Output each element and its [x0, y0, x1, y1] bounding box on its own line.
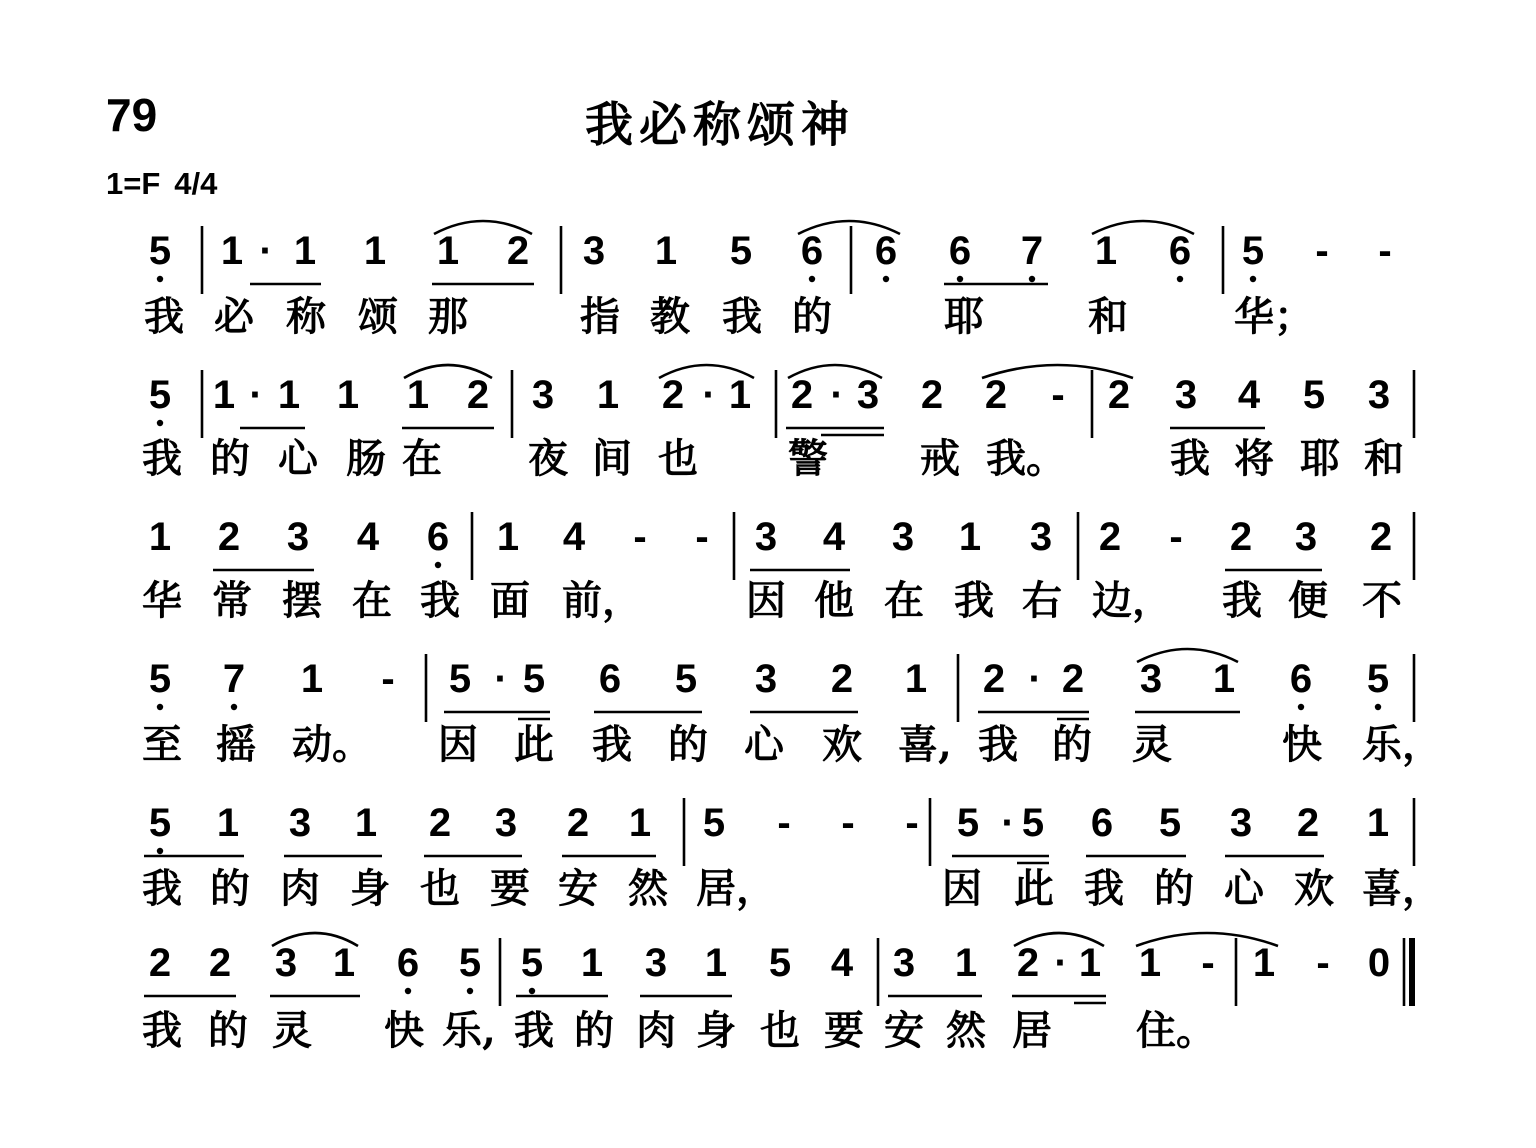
lyric-char: 灵 — [1132, 721, 1172, 768]
lyric-char: 我 — [1170, 435, 1210, 482]
dash-note: - — [633, 515, 647, 559]
note: 4 — [356, 515, 380, 559]
low-octave-dot — [157, 420, 163, 426]
dash-note: - — [841, 801, 855, 845]
lyric-char: 居 — [1012, 1007, 1052, 1054]
note: 1 — [293, 229, 317, 273]
note: 3 — [891, 515, 915, 559]
note: 2 — [208, 941, 232, 985]
note: 5 — [1241, 229, 1265, 273]
note: 2 — [1098, 515, 1122, 559]
lyric-char: 安 — [558, 865, 598, 912]
note: 2 — [1229, 515, 1253, 559]
lyric-char: 我 — [142, 435, 182, 482]
lyric-char: 然 — [946, 1007, 986, 1054]
note: 5 — [520, 941, 544, 985]
dash-note: - — [695, 515, 709, 559]
lyric-char: 边， — [1092, 577, 1172, 624]
lyric-char: 灵 — [272, 1007, 312, 1054]
note: 1 — [654, 229, 678, 273]
lyric-char: 居， — [696, 865, 776, 912]
note: 2 — [1061, 657, 1085, 701]
low-octave-dot — [157, 704, 163, 710]
note: 2 — [1016, 941, 1040, 985]
note: 5 — [1366, 657, 1390, 701]
note: 1 — [363, 229, 387, 273]
lyric-char: 快 — [384, 1007, 424, 1054]
lyric-char: 身 — [696, 1007, 736, 1054]
note: 3 — [1367, 373, 1391, 417]
lyric-char: 摆 — [282, 577, 322, 624]
lyric-char: 也 — [760, 1007, 800, 1054]
note: 5 — [148, 373, 172, 417]
note: 2 — [661, 373, 685, 417]
lyric-char: 夜 — [528, 435, 568, 482]
lyric-char: 乐， — [1362, 721, 1442, 768]
lyric-char: 的 — [1154, 865, 1194, 912]
note: 3 — [892, 941, 916, 985]
lyric-char: 也 — [420, 865, 460, 912]
note: 2 — [466, 373, 490, 417]
dash-note: - — [1201, 941, 1215, 985]
low-octave-dot — [1250, 276, 1256, 282]
lyric-char: 必 — [214, 293, 254, 340]
note: 5 — [729, 229, 753, 273]
note: 3 — [856, 373, 880, 417]
lyric-char: 欢 — [822, 721, 862, 768]
lyric-char: 面 — [490, 577, 530, 624]
note: 1 — [728, 373, 752, 417]
note: 7 — [1020, 229, 1044, 273]
lyric-char: 喜, — [898, 721, 952, 768]
note: 6 — [874, 229, 898, 273]
lyric-char: 的 — [668, 721, 708, 768]
lyric-char: 我 — [978, 721, 1018, 768]
lyric-char: 喜， — [1362, 865, 1442, 912]
dot-mark: · — [1054, 941, 1068, 985]
lyric-char: 我 — [142, 1007, 182, 1054]
note: 1 — [220, 229, 244, 273]
lyric-char: 的 — [1052, 721, 1092, 768]
lyric-char: 的 — [208, 1007, 248, 1054]
note: 3 — [1294, 515, 1318, 559]
lyric-char: 要 — [824, 1007, 864, 1054]
note: 3 — [754, 657, 778, 701]
lyric-char: 他 — [814, 577, 854, 624]
note: 4 — [562, 515, 586, 559]
lyric-char: 的 — [792, 293, 832, 340]
lyric-char: 我 — [1084, 865, 1124, 912]
lyric-char: 欢 — [1294, 865, 1334, 912]
dot-mark: · — [494, 657, 508, 701]
note: 1 — [596, 373, 620, 417]
lyric-char: 我 — [420, 577, 460, 624]
dot-mark: · — [830, 373, 844, 417]
note: 3 — [582, 229, 606, 273]
lyric-char: 乐, — [442, 1007, 496, 1054]
note: 2 — [217, 515, 241, 559]
note: 1 — [212, 373, 236, 417]
lyric-char: 至 — [142, 721, 182, 768]
note: 5 — [148, 229, 172, 273]
note: 1 — [148, 515, 172, 559]
low-octave-dot — [157, 276, 163, 282]
note: 3 — [1174, 373, 1198, 417]
note: 2 — [984, 373, 1008, 417]
note: 3 — [1139, 657, 1163, 701]
low-octave-dot — [405, 988, 411, 994]
dash-note: - — [1378, 229, 1392, 273]
note: 6 — [598, 657, 622, 701]
lyric-char: 动。 — [292, 721, 372, 768]
note: 1 — [580, 941, 604, 985]
lyric-char: 右 — [1022, 577, 1062, 624]
low-octave-dot — [1298, 704, 1304, 710]
hymn-number: 79 — [106, 89, 158, 141]
lyric-char: 便 — [1288, 577, 1328, 624]
lyric-char: 心 — [278, 435, 318, 482]
lyric-char: 肠 — [346, 435, 386, 482]
lyric-char: 间 — [592, 435, 632, 482]
lyric-char: 我 — [142, 865, 182, 912]
dot-mark: · — [702, 373, 716, 417]
low-octave-dot — [1375, 704, 1381, 710]
dot-mark: · — [249, 373, 263, 417]
key-text: 1=F — [106, 166, 161, 201]
note: 1 — [300, 657, 324, 701]
note: 5 — [702, 801, 726, 845]
note: 2 — [428, 801, 452, 845]
note: 3 — [274, 941, 298, 985]
lyric-char: 华； — [1234, 293, 1314, 340]
lyric-char: 我 — [954, 577, 994, 624]
low-octave-dot — [809, 276, 815, 282]
lyric-char: 戒 — [920, 435, 960, 482]
dash-note: - — [905, 801, 919, 845]
note: 2 — [148, 941, 172, 985]
lyric-char: 警 — [788, 435, 828, 482]
note: 1 — [1252, 941, 1276, 985]
note: 6 — [396, 941, 420, 985]
low-octave-dot — [231, 704, 237, 710]
lyric-char: 和 — [1088, 293, 1128, 340]
dash-note: - — [1051, 373, 1065, 417]
dash-note: - — [777, 801, 791, 845]
note: 5 — [1021, 801, 1045, 845]
note: 3 — [644, 941, 668, 985]
lyric-char: 住。 — [1136, 1007, 1216, 1054]
lyric-char: 和 — [1364, 435, 1404, 482]
note: 5 — [522, 657, 546, 701]
note: 2 — [566, 801, 590, 845]
lyric-char: 称 — [286, 293, 326, 340]
lyric-char: 指 — [580, 293, 620, 340]
lyric-char: 快 — [1282, 721, 1322, 768]
note: 1 — [1138, 941, 1162, 985]
note: 1 — [904, 657, 928, 701]
lyric-char: 那 — [428, 293, 468, 340]
low-octave-dot — [1029, 276, 1035, 282]
note: 1 — [704, 941, 728, 985]
note: 5 — [768, 941, 792, 985]
lyric-char: 在 — [352, 577, 392, 624]
note: 1 — [954, 941, 978, 985]
lyric-char: 此 — [1014, 865, 1054, 912]
low-octave-dot — [435, 562, 441, 568]
lyric-char: 身 — [350, 865, 390, 912]
lyric-char: 此 — [514, 721, 554, 768]
note: 2 — [790, 373, 814, 417]
lyric-char: 因 — [746, 577, 786, 624]
note: 5 — [148, 657, 172, 701]
lyric-char: 的 — [210, 435, 250, 482]
note: 5 — [1158, 801, 1182, 845]
note: 0 — [1367, 941, 1391, 985]
lyric-char: 我 — [144, 293, 184, 340]
lyric-char: 的 — [210, 865, 250, 912]
note: 2 — [506, 229, 530, 273]
dot-mark: · — [259, 229, 273, 273]
note: 4 — [1237, 373, 1261, 417]
note: 5 — [458, 941, 482, 985]
low-octave-dot — [157, 848, 163, 854]
note: 2 — [1296, 801, 1320, 845]
note: 6 — [948, 229, 972, 273]
note: 3 — [494, 801, 518, 845]
note: 1 — [1212, 657, 1236, 701]
lyric-char: 耶 — [944, 293, 984, 340]
note: 1 — [1078, 941, 1102, 985]
note: 1 — [1366, 801, 1390, 845]
dot-mark: · — [1028, 657, 1042, 701]
lyric-char: 耶 — [1300, 435, 1340, 482]
lyric-char: 也 — [658, 435, 698, 482]
dot-mark: · — [1001, 801, 1015, 845]
lyric-char: 肉 — [280, 865, 320, 912]
low-octave-dot — [883, 276, 889, 282]
lyric-char: 然 — [628, 865, 668, 912]
note: 5 — [674, 657, 698, 701]
note: 1 — [406, 373, 430, 417]
note: 3 — [1229, 801, 1253, 845]
lyric-char: 因 — [942, 865, 982, 912]
low-octave-dot — [957, 276, 963, 282]
note: 1 — [496, 515, 520, 559]
lyric-char: 我 — [722, 293, 762, 340]
lyric-char: 我 — [514, 1007, 554, 1054]
note: 2 — [1107, 373, 1131, 417]
lyric-char: 因 — [438, 721, 478, 768]
lyric-char: 不 — [1362, 577, 1402, 624]
lyric-char: 肉 — [636, 1007, 676, 1054]
lyric-char: 心 — [1224, 865, 1264, 912]
lyric-char: 颂 — [358, 293, 398, 340]
lyric-char: 在 — [402, 435, 442, 482]
note: 3 — [754, 515, 778, 559]
dash-note: - — [381, 657, 395, 701]
note: 1 — [1094, 229, 1118, 273]
note: 1 — [216, 801, 240, 845]
note: 5 — [956, 801, 980, 845]
lyric-char: 我 — [1222, 577, 1262, 624]
time-signature: 4/4 — [174, 166, 218, 201]
low-octave-dot — [1177, 276, 1183, 282]
low-octave-dot — [467, 988, 473, 994]
lyric-char: 我。 — [986, 435, 1066, 482]
note: 5 — [148, 801, 172, 845]
note: 3 — [288, 801, 312, 845]
note: 6 — [800, 229, 824, 273]
note: 5 — [1302, 373, 1326, 417]
note: 7 — [222, 657, 246, 701]
lyric-char: 将 — [1234, 435, 1274, 482]
lyric-char: 前， — [562, 577, 642, 624]
lyric-char: 常 — [212, 577, 252, 624]
note: 1 — [354, 801, 378, 845]
dash-note: - — [1316, 941, 1330, 985]
note: 5 — [448, 657, 472, 701]
dash-note: - — [1169, 515, 1183, 559]
lyric-char: 我 — [592, 721, 632, 768]
lyric-char: 华 — [142, 577, 182, 624]
note: 6 — [426, 515, 450, 559]
note: 2 — [1369, 515, 1393, 559]
note: 6 — [1289, 657, 1313, 701]
note: 2 — [982, 657, 1006, 701]
dash-note: - — [1315, 229, 1329, 273]
lyric-char: 安 — [884, 1007, 924, 1054]
low-octave-dot — [529, 988, 535, 994]
lyric-char: 要 — [490, 865, 530, 912]
lyric-char: 的 — [574, 1007, 614, 1054]
hymn-title: 我必称颂神 — [585, 97, 856, 153]
note: 3 — [531, 373, 555, 417]
note: 6 — [1090, 801, 1114, 845]
note: 1 — [958, 515, 982, 559]
lyric-char: 教 — [650, 293, 690, 340]
note: 4 — [830, 941, 854, 985]
note: 6 — [1168, 229, 1192, 273]
note: 3 — [1029, 515, 1053, 559]
note: 1 — [277, 373, 301, 417]
note: 2 — [920, 373, 944, 417]
note: 3 — [286, 515, 310, 559]
note: 1 — [628, 801, 652, 845]
note: 2 — [830, 657, 854, 701]
note: 1 — [332, 941, 356, 985]
lyric-char: 在 — [884, 577, 924, 624]
note: 4 — [822, 515, 846, 559]
lyric-char: 心 — [744, 721, 784, 768]
note: 1 — [336, 373, 360, 417]
lyric-char: 摇 — [216, 721, 256, 768]
note: 1 — [436, 229, 460, 273]
